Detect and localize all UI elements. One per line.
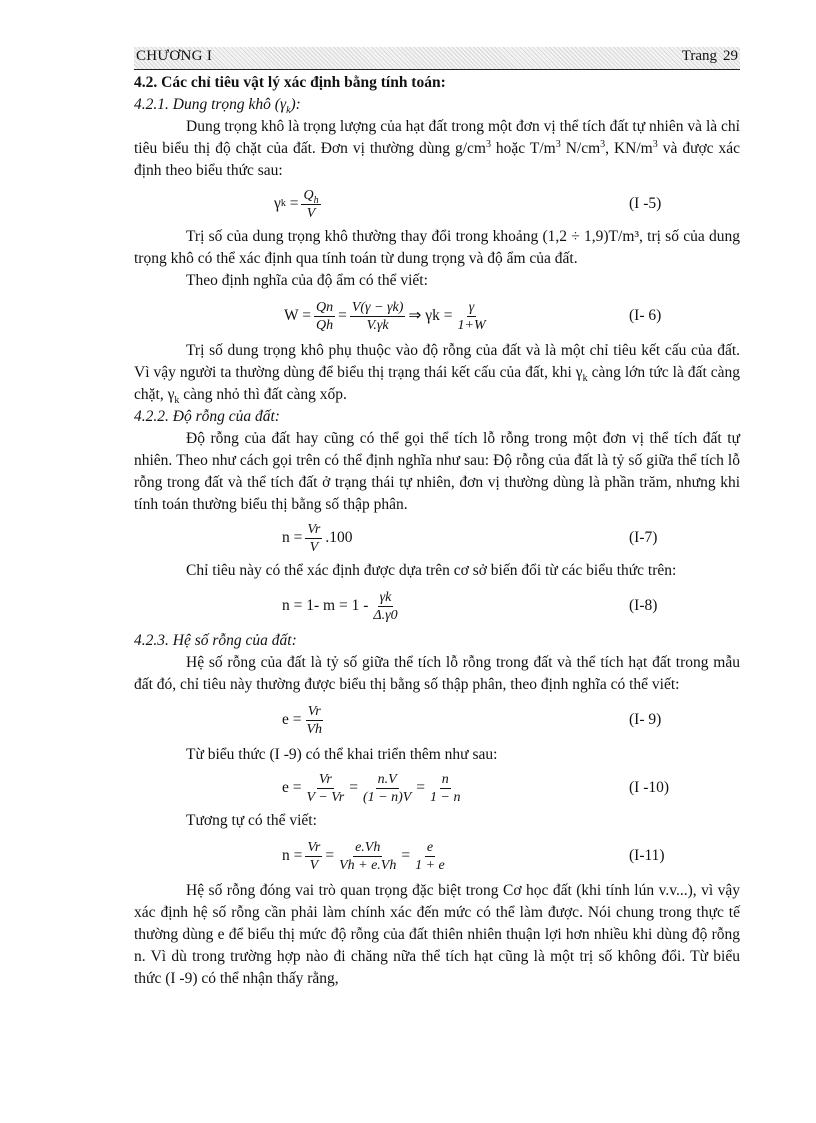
numerator: Vr [307, 839, 321, 855]
paragraph [134, 340, 740, 406]
text: Trị số dung trọng khô phụ thuộc vào độ rỗng của đất và là một chỉ tiêu kết cấu của đất. Vì vậy người ta thường dùng để biểu thị trạng thái kết cấu của đất, khi γ [134, 342, 740, 381]
numerator: γ [468, 299, 475, 315]
text: càng nhỏ thì đất càng xốp. [179, 386, 347, 403]
numerator: Vr [307, 521, 321, 537]
equation-number: (I -5) [629, 195, 662, 212]
eq-lhs: e = [282, 779, 302, 796]
denominator: V − Vr [306, 789, 345, 805]
equation-number: (I-8) [629, 597, 658, 614]
text: N/cm [560, 140, 601, 157]
text: càng lớn tức là đất càng chặt, γ [134, 364, 740, 403]
fraction [371, 589, 399, 624]
superscript: 3 [600, 138, 606, 150]
paragraph: Độ rỗng của đất hay cũng có thể gọi thể tích lỗ rỗng trong một đơn vị thể tích đất tự nhiên. Theo như cách gọi trên có thể định nghĩa như sau: Độ rỗng của đất là tỷ số giữa thể tích lỗ rỗng trong đất và thể tích đất ở trạng thái tự nhiên, đơn vị thường dùng là phần trăm, nhưng khi tính toán thường biểu thị bằng số thập phân. [134, 430, 740, 513]
paragraph: Hệ số rỗng của đất là tỷ số giữa thể tích lỗ rỗng trong đất và thể tích hạt đất trong mẫu đất đó, chỉ tiêu này thường được biểu thị bằng số thập phân, theo định nghĩa có thể viết: [134, 654, 740, 693]
paragraph: Chỉ tiêu này có thể xác định được dựa trên cơ sở biến đổi từ các biểu thức trên: [186, 562, 677, 579]
subscript: k [582, 373, 588, 385]
page-indicator [682, 48, 738, 65]
fraction [305, 839, 322, 874]
eq-sign: = [401, 847, 411, 864]
fraction [305, 521, 322, 556]
denominator: (1 − n)V [362, 789, 412, 805]
subscript: k [174, 395, 180, 407]
eq-lhs: n = [282, 529, 303, 546]
numerator: γk [379, 589, 392, 605]
denominator: Vh + e.Vh [339, 857, 397, 873]
equation-I-6 [134, 292, 740, 340]
subsection-title-dry-density [134, 94, 740, 116]
denominator: Δ.γ0 [373, 607, 398, 623]
numerator: Vr [307, 703, 321, 719]
paragraph: Trị số của dung trọng khô thường thay đổi trong khoảng (1,2 ÷ 1,9)T/m³, trị số của dung trọng khô có thể xác định qua tính toán từ dung trọng và độ ẩm của đất. [134, 228, 740, 267]
implies: ⇒ γk = [408, 307, 453, 324]
paragraph: Hệ số rỗng đóng vai trò quan trọng đặc biệt trong Cơ học đất (khi tính lún v.v...), vì vậy xác định hệ số rỗng cần phải làm chính xác đến mức có thể làm được. Nói chung trong thực tế thường dùng e để biểu thị mức độ rỗng của đất thiên nhiên thuận lợi hơn nhiều khi dùng độ rỗng n. Vì dù trong trường hợp nào đi chăng nữa thể tích hạt cũng là một trị số không đổi. Từ biểu thức (I -9) có thể nhận thấy rằng, [134, 882, 740, 987]
subsection-title-text: 4.2.1. Dung trọng khô (γ [134, 96, 287, 113]
fraction [314, 299, 335, 334]
eq-lhs: n = 1- m = 1 - [282, 597, 369, 614]
denominator: Qh [315, 317, 334, 333]
page-label: Trang [681, 48, 717, 64]
eq-tail: .100 [325, 529, 353, 546]
formula [284, 292, 491, 340]
paragraph: Từ biểu thức (I -9) có thể khai triển thêm như sau: [186, 746, 498, 763]
fraction [413, 839, 447, 874]
chapter-label: CHƯƠNG I [136, 48, 213, 64]
denominator: V [306, 205, 316, 221]
numerator: Vr [318, 771, 332, 787]
numerator: e [426, 839, 434, 855]
equation-I-11 [134, 832, 740, 880]
subsection-title-porosity: 4.2.2. Độ rỗng của đất: [134, 408, 280, 425]
equation-number: (I- 6) [629, 307, 662, 324]
denominator: V [309, 857, 319, 873]
equation-number: (I- 9) [629, 711, 662, 728]
eq-sign: = [289, 195, 299, 212]
eq-lhs: n = [282, 847, 303, 864]
eq-sign: = [338, 307, 347, 324]
subsection-title-void-ratio: 4.2.3. Hệ số rỗng của đất: [134, 632, 297, 649]
text: hoặc T/m [490, 140, 556, 157]
numerator: n.V [377, 771, 397, 787]
equation-number: (I -10) [629, 779, 670, 796]
eq-lhs: W = [284, 307, 311, 324]
formula: γ k = $\frac{Q_h}{V}$ [274, 187, 319, 221]
numerator: V(γ − γk) [351, 299, 404, 315]
page-header [134, 47, 740, 70]
formula [282, 832, 450, 880]
numerator: e.Vh [355, 839, 381, 855]
equation-I-5 [134, 182, 740, 226]
subscript: k [286, 105, 291, 117]
equation-I-7 [134, 516, 740, 560]
denominator: 1 − n [430, 789, 461, 805]
subscript: h [313, 194, 319, 206]
paragraph: Theo định nghĩa của độ ẩm có thể viết: [186, 272, 428, 289]
formula [282, 516, 352, 560]
text: , KN/m [605, 140, 653, 157]
formula [282, 582, 403, 630]
equation-I-10 [134, 766, 740, 810]
fraction [428, 771, 462, 806]
fraction [350, 299, 406, 334]
document-body [134, 72, 740, 990]
denominator: Vh [306, 721, 323, 737]
numerator: n [441, 771, 449, 787]
var: Q [303, 187, 314, 203]
formula [282, 766, 466, 810]
fraction [301, 187, 320, 222]
text: Dung trọng khô là trọng lượng của hạt đất trong một đơn vị thể tích đất tự nhiên và là chỉ tiêu biểu thị độ chặt của đất. Đơn vị thường dùng g/cm [134, 118, 740, 157]
eq-sign: = [416, 779, 426, 796]
denominator: 1+W [457, 317, 486, 333]
eq-sign: = [349, 779, 358, 796]
fraction [337, 839, 398, 874]
denominator: V [309, 539, 319, 555]
superscript: 3 [555, 138, 561, 150]
eq-lhs: γ [274, 195, 281, 212]
numerator [301, 187, 320, 205]
section-title: 4.2. Các chỉ tiêu vật lý xác định bằng tính toán: [134, 74, 446, 91]
equation-I-9 [134, 696, 740, 744]
paragraph: Tương tự có thể viết: [186, 812, 317, 829]
paragraph [134, 116, 740, 182]
subsection-title-end: ): [290, 96, 301, 113]
equation-number: (I-11) [629, 847, 665, 864]
page-number: 29 [723, 48, 738, 64]
denominator: V.γk [366, 317, 389, 333]
text: và được xác định theo biểu thức sau: [134, 140, 741, 179]
denominator: 1 + e [415, 857, 445, 873]
fraction [305, 703, 325, 738]
equation-number: (I-7) [629, 529, 658, 546]
equation-I-8 [134, 582, 740, 630]
formula [282, 696, 327, 744]
fraction [361, 771, 413, 806]
numerator: Qn [315, 299, 334, 315]
fraction [456, 299, 488, 334]
eq-lhs: e = [282, 711, 302, 728]
superscript: 3 [652, 138, 658, 150]
fraction [305, 771, 347, 806]
eq-sign: = [325, 847, 335, 864]
superscript: 3 [485, 138, 491, 150]
